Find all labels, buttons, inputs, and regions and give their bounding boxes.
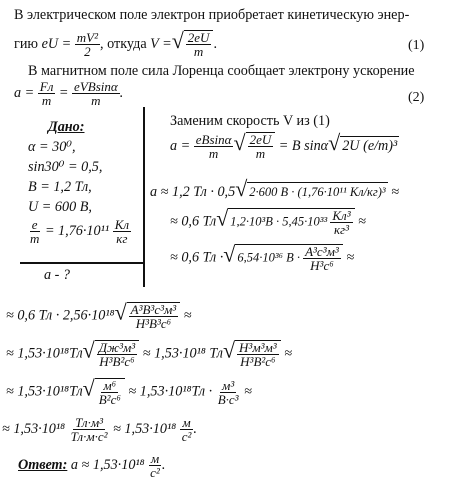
lhs: ≈ 1,53·10¹⁸ [2,420,66,437]
equation-number-2: (2) [408,90,425,105]
calc-line-5: ≈ 1,53·10¹⁸Тл√ Дж³м³ Н³В²с⁶ ≈ 1,53·10¹⁸ Тл√ Н³м³м³ Н³В²с⁶ ≈ [6,337,293,369]
unit-den: кг³ [333,222,350,237]
given-b: B = 1,2 Тл, [28,179,92,195]
frac-den: 2 [84,44,91,59]
frac-num: eBsinα [195,132,232,147]
unit-num: А³В³с³м³ [130,302,177,317]
paragraph-2-line-1: В магнитном поле сила Лоренца сообщает электрону ускорение [28,63,415,79]
unit-num: м [150,451,160,466]
frac-num: eVBsinα [74,79,118,94]
sqrt-symbol: √ [82,375,95,401]
fraction-mv2-2 [75,31,100,58]
calc-line-7: ≈ 1,53·10¹⁸ Тл·м³ Тл·м·с² ≈ 1,53·10¹⁸ м с² . [2,415,197,444]
unit-num: Кл [114,217,129,232]
unit-den: Н³В²с⁶ [240,354,276,369]
equals: = [58,84,69,101]
paragraph-1-line-1: В электрическом поле электрон приобретает кинетическую энер- [14,7,410,23]
unit-den: с² [150,465,160,480]
sqrt-num: 2eU [249,132,272,147]
sqrt-value: 1,2·10³В · 5,45·10³³ [230,214,328,229]
answer-value: a ≈ 1,53·10¹⁸ [70,456,145,473]
calc-line-2: ≈ 0,6 Тл√ 1,2·10³В · 5,45·10³³ Кл³ кг³ ≈ [170,205,366,237]
given-title: Дано: [48,119,85,135]
answer-label: Ответ: [18,456,68,473]
frac-num: mV² [76,30,99,45]
lhs: ≈ 0,6 Тл · 2,56·10¹⁸ [6,307,115,324]
mid: ≈ 1,53·10¹⁸ [113,420,177,437]
frac-den: m [41,93,52,108]
sqrt-body: 2·600 В · (1,76·10¹¹ Кл/кг)³ [247,182,387,201]
unit-num: м [182,415,191,430]
sqrt-symbol: √ [233,129,246,155]
lhs: ≈ 1,53·10¹⁸Тл [6,383,83,400]
mid: ≈ 1,53·10¹⁸Тл · [128,383,213,400]
sqrt-symbol: √ [82,337,95,363]
unit-den: Н³В³с⁶ [135,316,172,331]
given-divider-vertical [143,107,145,287]
answer-line: Ответ: a ≈ 1,53·10¹⁸ м с² . [18,451,166,480]
sqrt-symbol: √ [235,176,248,201]
sqrt-symbol: √ [216,205,229,231]
text-gium: гию [14,35,39,52]
fraction-fl-m [38,80,56,107]
unit-num: Тл·м³ [75,415,104,430]
calc-line-3: ≈ 0,6 Тл ·√ 6,54·10³⁶ В · А³с³м³ Н³с⁶ ≈ [170,241,355,273]
sqrt-body: 2U (e/m)³ [342,137,398,154]
unit-num: Дж³м³ [98,340,136,355]
unit-num: м³ [222,377,235,393]
rest: = B sinα [278,137,329,154]
given-u: U = 600 В, [28,199,92,215]
a-eq: a = [170,137,191,154]
frac-num: e [31,217,38,232]
solution-line-a [170,129,399,161]
unit-den: В²с⁶ [98,392,121,407]
sqrt-symbol: √ [223,241,236,267]
lhs: ≈ 0,6 Тл [170,213,217,230]
lhs: ≈ 0,6 Тл · [170,249,224,266]
fraction-evb [72,80,120,107]
sqrt-num: 2eU [187,30,210,45]
lhs: a ≈ 1,2 Тл · 0,5 [150,184,236,200]
unit-num: м⁶ [103,378,117,393]
frac-den: m [30,231,40,246]
unit-num: Кл³ [332,208,351,223]
equation-number-1: (1) [408,38,425,53]
unit-den: Н³В²с⁶ [99,354,135,369]
sqrt-symbol: √ [171,27,184,53]
unit-den: В·с³ [217,391,239,407]
paragraph-1-line-2: гию eU = $\frac{\text{mV²}}{2}$ , откуда V =√ $\frac{2eU}{m}$ . [14,27,217,59]
lhs: ≈ 1,53·10¹⁸Тл [6,345,83,362]
calc-line-1: a ≈ 1,2 Тл · 0,5√ 2·600 В · (1,76·10¹¹ Кл/кг)³ ≈ [150,176,400,201]
sqrt-den: m [255,146,266,161]
unit-num: Н³м³м³ [239,340,277,355]
unit-den: Тл·м·с² [70,429,108,444]
a-eq: a = [14,84,35,101]
given-sin: sin30⁰ = 0,5, [28,159,103,175]
text-otkuda: , откуда [100,35,147,52]
given-alpha: α = 30⁰, [28,139,76,155]
mid: ≈ 1,53·10¹⁸ Тл [142,345,223,362]
given-divider-horizontal [20,262,143,264]
frac-num: Fл [39,79,54,94]
unit-den: кг [116,231,128,246]
sqrt-symbol: √ [114,299,127,325]
unit-den: Н³с⁶ [310,258,334,273]
replace-velocity-text: Заменим скорость V из (1) [170,113,330,129]
sqrt-body [184,30,214,58]
unit-num: А³с³м³ [305,244,339,259]
sqrt-den: m [193,44,204,59]
sqrt-symbol: √ [328,129,341,155]
frac-den: m [208,146,219,161]
given-e-over-m [28,218,131,245]
sqrt-symbol: √ [222,337,236,363]
given-find: a - ? [44,267,71,283]
sqrt-value: 6,54·10³⁶ В · [237,250,300,265]
calc-line-6: ≈ 1,53·10¹⁸Тл√ м⁶ В²с⁶ ≈ 1,53·10¹⁸Тл · м³ В·с³ ≈ [6,375,252,407]
frac-den: m [91,93,101,108]
calc-line-4: ≈ 0,6 Тл · 2,56·10¹⁸√ А³В³с³м³ Н³В³с⁶ ≈ [6,299,192,331]
formula-v: V = [150,35,172,52]
value: = 1,76·10¹¹ [44,222,110,239]
formula-eU: eU = [41,35,72,52]
formula-acceleration: a = Fл m = eVBsinα m . [14,79,124,108]
unit-den: с² [181,429,192,444]
